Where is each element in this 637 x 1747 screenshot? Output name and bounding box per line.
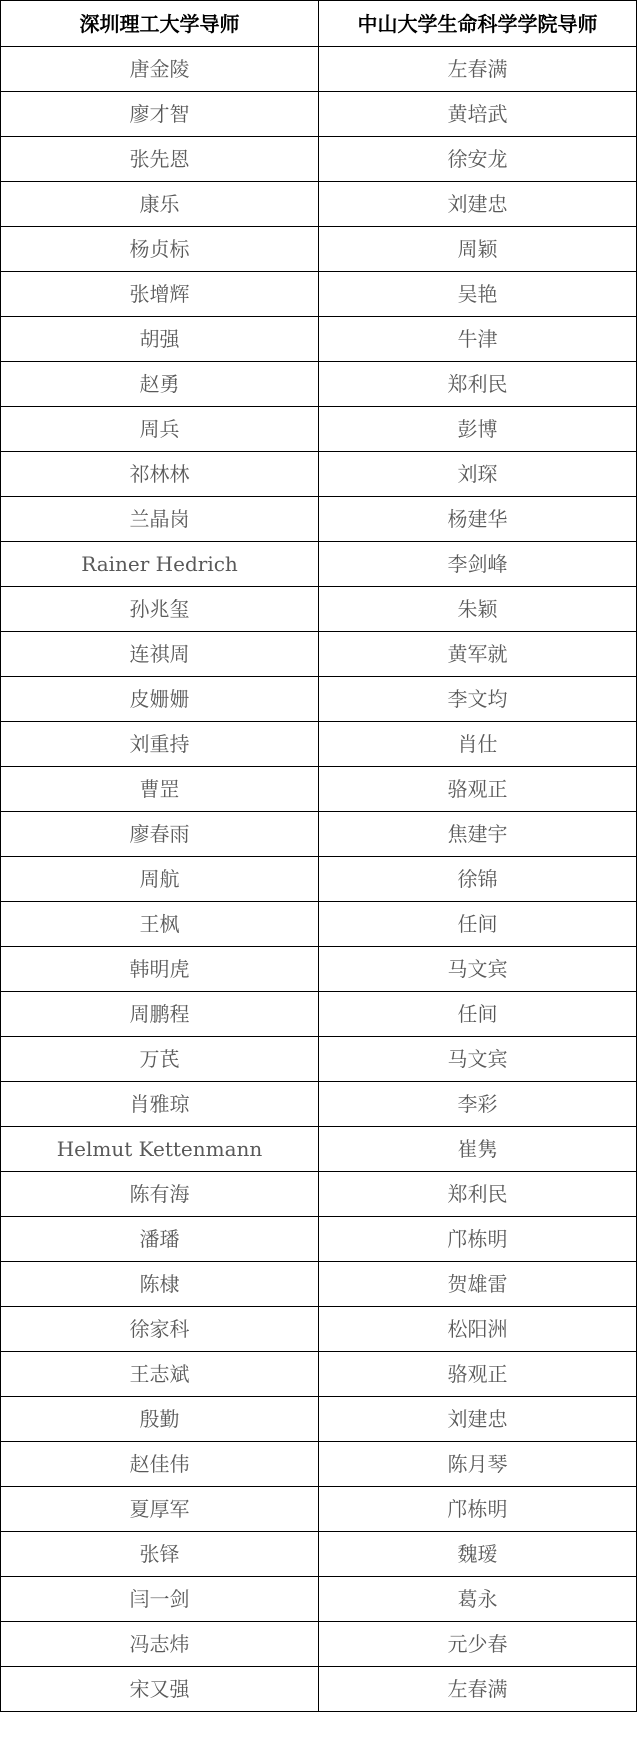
sysu-mentor-cell: 刘建忠 — [319, 182, 637, 227]
table-row — [1, 1622, 637, 1667]
sysu-mentor-cell: 元少春 — [319, 1622, 637, 1667]
sysu-mentor-cell: 邝栋明 — [319, 1217, 637, 1262]
table-body — [1, 47, 637, 1712]
sztu-mentor-cell: 赵佳伟 — [1, 1442, 319, 1487]
sztu-mentor-cell: 万芪 — [1, 1037, 319, 1082]
sysu-mentor-cell: 刘琛 — [319, 452, 637, 497]
table-row — [1, 1082, 637, 1127]
sztu-mentor-cell: 王枫 — [1, 902, 319, 947]
sysu-mentor-cell: 马文宾 — [319, 1037, 637, 1082]
table-row — [1, 1442, 637, 1487]
sysu-mentor-cell: 焦建宇 — [319, 812, 637, 857]
table-row — [1, 1487, 637, 1532]
sysu-mentor-cell: 左春满 — [319, 1667, 637, 1712]
table-row — [1, 677, 637, 722]
sysu-mentor-cell: 贺雄雷 — [319, 1262, 637, 1307]
sztu-mentor-cell: 殷勤 — [1, 1397, 319, 1442]
table-row — [1, 137, 637, 182]
table-row — [1, 542, 637, 587]
sztu-mentor-cell: 胡强 — [1, 317, 319, 362]
sysu-mentor-cell: 左春满 — [319, 47, 637, 92]
sztu-mentor-cell: 闫一剑 — [1, 1577, 319, 1622]
table-row — [1, 947, 637, 992]
sztu-mentor-cell: 冯志炜 — [1, 1622, 319, 1667]
sysu-mentor-cell: 杨建华 — [319, 497, 637, 542]
header-row — [1, 1, 637, 47]
table-row — [1, 317, 637, 362]
sysu-mentor-cell: 任间 — [319, 902, 637, 947]
sztu-mentor-cell: 孙兆玺 — [1, 587, 319, 632]
sztu-mentor-cell: 宋又强 — [1, 1667, 319, 1712]
sysu-mentor-cell: 肖仕 — [319, 722, 637, 767]
table-row — [1, 1127, 637, 1172]
sysu-mentor-cell: 松阳洲 — [319, 1307, 637, 1352]
sysu-mentor-cell: 彭博 — [319, 407, 637, 452]
sysu-mentor-cell: 牛津 — [319, 317, 637, 362]
sysu-mentor-cell: 骆观正 — [319, 767, 637, 812]
table-row — [1, 497, 637, 542]
table-row — [1, 452, 637, 497]
sysu-mentor-cell: 李文均 — [319, 677, 637, 722]
table-row — [1, 992, 637, 1037]
sysu-mentor-cell: 徐安龙 — [319, 137, 637, 182]
table-row — [1, 587, 637, 632]
table-row — [1, 1667, 637, 1712]
sysu-mentor-cell: 郑利民 — [319, 1172, 637, 1217]
sztu-mentor-cell: 周鹏程 — [1, 992, 319, 1037]
sztu-mentor-cell: 曹罡 — [1, 767, 319, 812]
sysu-mentor-cell: 魏瑷 — [319, 1532, 637, 1577]
sztu-mentor-cell: 张增辉 — [1, 272, 319, 317]
table-row — [1, 1532, 637, 1577]
sztu-mentor-cell: 廖才智 — [1, 92, 319, 137]
sysu-mentor-cell: 李剑峰 — [319, 542, 637, 587]
table-row — [1, 362, 637, 407]
table-row — [1, 182, 637, 227]
table-header — [1, 1, 637, 47]
sztu-mentor-cell: 陈有海 — [1, 1172, 319, 1217]
sztu-mentor-cell: 刘重持 — [1, 722, 319, 767]
header-sysu-mentor: 中山大学生命科学学院导师 — [319, 1, 637, 47]
sysu-mentor-cell: 马文宾 — [319, 947, 637, 992]
table-row — [1, 1172, 637, 1217]
sysu-mentor-cell: 任间 — [319, 992, 637, 1037]
sztu-mentor-cell: 兰晶岗 — [1, 497, 319, 542]
table-row — [1, 1217, 637, 1262]
sztu-mentor-cell: 祁林林 — [1, 452, 319, 497]
table-row — [1, 722, 637, 767]
sztu-mentor-cell: 肖雅琼 — [1, 1082, 319, 1127]
sysu-mentor-cell: 黄培武 — [319, 92, 637, 137]
table-row — [1, 857, 637, 902]
table-row — [1, 767, 637, 812]
table-row — [1, 902, 637, 947]
sztu-mentor-cell: 廖春雨 — [1, 812, 319, 857]
sysu-mentor-cell: 周颖 — [319, 227, 637, 272]
table-row — [1, 1352, 637, 1397]
sysu-mentor-cell: 朱颖 — [319, 587, 637, 632]
sztu-mentor-cell: 杨贞标 — [1, 227, 319, 272]
sztu-mentor-cell: 徐家科 — [1, 1307, 319, 1352]
sztu-mentor-cell: 周兵 — [1, 407, 319, 452]
sztu-mentor-cell: 张先恩 — [1, 137, 319, 182]
header-sztu-mentor: 深圳理工大学导师 — [1, 1, 319, 47]
table-row — [1, 812, 637, 857]
sztu-mentor-cell: Rainer Hedrich — [1, 542, 319, 587]
table-row — [1, 1577, 637, 1622]
sysu-mentor-cell: 李彩 — [319, 1082, 637, 1127]
sysu-mentor-cell: 骆观正 — [319, 1352, 637, 1397]
table-row — [1, 227, 637, 272]
sztu-mentor-cell: 康乐 — [1, 182, 319, 227]
table-row — [1, 92, 637, 137]
table-row — [1, 1037, 637, 1082]
sysu-mentor-cell: 刘建忠 — [319, 1397, 637, 1442]
sztu-mentor-cell: 陈棣 — [1, 1262, 319, 1307]
sztu-mentor-cell: 韩明虎 — [1, 947, 319, 992]
sztu-mentor-cell: 唐金陵 — [1, 47, 319, 92]
sysu-mentor-cell: 徐锦 — [319, 857, 637, 902]
sztu-mentor-cell: 赵勇 — [1, 362, 319, 407]
sztu-mentor-cell: Helmut Kettenmann — [1, 1127, 319, 1172]
sysu-mentor-cell: 吴艳 — [319, 272, 637, 317]
table-row — [1, 1262, 637, 1307]
sztu-mentor-cell: 连祺周 — [1, 632, 319, 677]
sztu-mentor-cell: 潘璠 — [1, 1217, 319, 1262]
sysu-mentor-cell: 陈月琴 — [319, 1442, 637, 1487]
sysu-mentor-cell: 黄军就 — [319, 632, 637, 677]
sztu-mentor-cell: 夏厚军 — [1, 1487, 319, 1532]
table-row — [1, 272, 637, 317]
sysu-mentor-cell: 郑利民 — [319, 362, 637, 407]
sysu-mentor-cell: 崔隽 — [319, 1127, 637, 1172]
sysu-mentor-cell: 葛永 — [319, 1577, 637, 1622]
sztu-mentor-cell: 皮姗姗 — [1, 677, 319, 722]
table-row — [1, 407, 637, 452]
table-row — [1, 1397, 637, 1442]
table-row — [1, 1307, 637, 1352]
sztu-mentor-cell: 张铎 — [1, 1532, 319, 1577]
sztu-mentor-cell: 周航 — [1, 857, 319, 902]
table-row — [1, 632, 637, 677]
sysu-mentor-cell: 邝栋明 — [319, 1487, 637, 1532]
table-row — [1, 47, 637, 92]
sztu-mentor-cell: 王志斌 — [1, 1352, 319, 1397]
